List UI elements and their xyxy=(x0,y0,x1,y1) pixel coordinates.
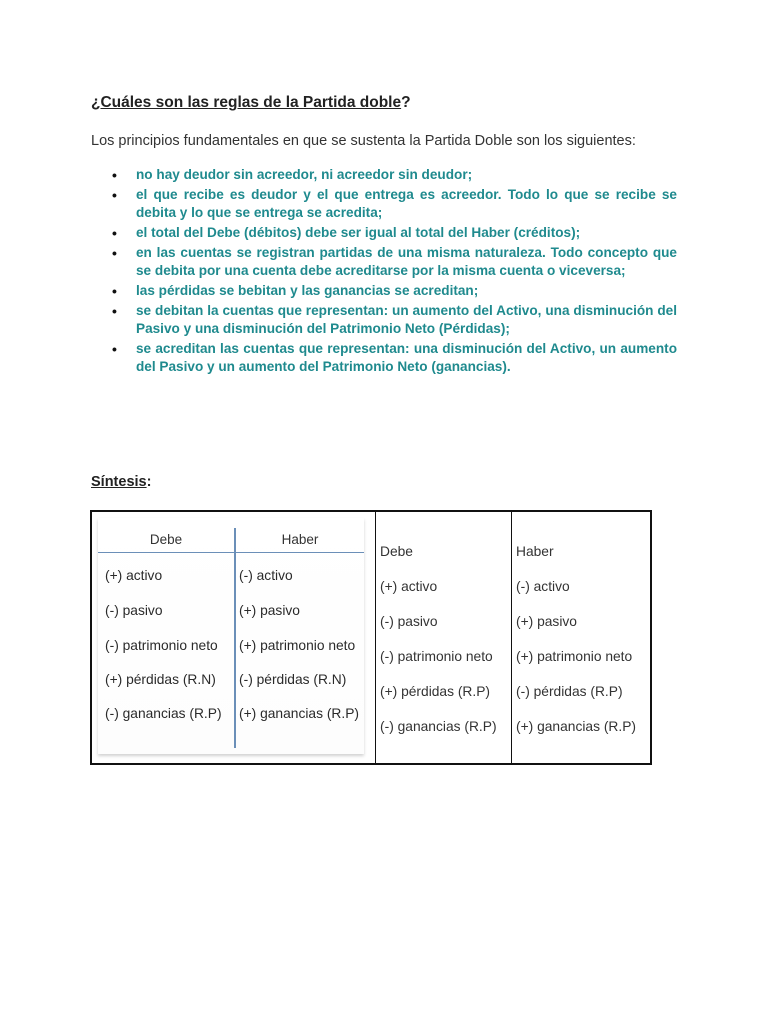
image-debe-item: (+) activo xyxy=(105,568,163,583)
bullet-icon: • xyxy=(112,225,117,241)
synthesis-label: Síntesis xyxy=(91,474,147,490)
debe-item: (+) pérdidas (R.P) xyxy=(380,684,491,699)
rules-list xyxy=(91,166,677,378)
bullet-icon: • xyxy=(112,283,117,299)
debe-header: Debe xyxy=(380,544,413,559)
rule-text: el total del Debe (débitos) debe ser igual al total del Haber (créditos); xyxy=(136,225,581,240)
image-debe-item: (-) ganancias (R.P) xyxy=(105,706,222,721)
haber-item: (+) pasivo xyxy=(516,614,577,629)
image-header-haber: Haber xyxy=(281,532,319,547)
image-haber-item: (+) patrimonio neto xyxy=(239,638,356,653)
image-header-debe: Debe xyxy=(149,532,183,547)
bullet-icon: • xyxy=(112,245,117,261)
bullet-icon: • xyxy=(112,187,117,203)
rule-text: el que recibe es deudor y el que entrega es acreedor. Todo lo que se recibe se debita y lo que se entrega se acredita; xyxy=(136,187,677,220)
rule-text: las pérdidas se bebitan y las ganancias se acreditan; xyxy=(136,283,479,298)
synthesis-table xyxy=(90,510,652,765)
list-item xyxy=(91,186,677,222)
table-image-cell xyxy=(95,515,376,760)
list-item xyxy=(91,302,677,338)
image-debe-item: (-) pasivo xyxy=(105,603,163,618)
haber-item: (+) ganancias (R.P) xyxy=(516,719,637,734)
debe-item: (-) ganancias (R.P) xyxy=(380,719,497,734)
bullet-icon: • xyxy=(112,341,117,357)
rule-text: se acreditan las cuentas que representan: una disminución del Activo, un aumento del Pasivo y un aumento del Patrimonio Neto (ganancias). xyxy=(136,341,677,374)
rule-text: se debitan la cuentas que representan: un aumento del Activo, una disminución del Pasivo y una disminución del Patrimonio Neto (Pérdidas); xyxy=(136,303,677,336)
haber-column xyxy=(512,512,650,763)
image-haber-item: (+) ganancias (R.P) xyxy=(239,706,360,721)
page-title xyxy=(91,94,411,112)
debe-item: (+) activo xyxy=(380,579,438,594)
list-item xyxy=(91,282,677,300)
title-prefix: ¿ xyxy=(91,94,101,111)
haber-header: Haber xyxy=(516,544,554,559)
image-header-row xyxy=(98,530,364,553)
debe-column xyxy=(375,512,512,763)
haber-item: (+) patrimonio neto xyxy=(516,649,633,664)
debe-item: (-) pasivo xyxy=(380,614,438,629)
title-suffix: ? xyxy=(401,94,411,111)
image-divider xyxy=(234,528,236,748)
synthesis-colon: : xyxy=(146,474,152,490)
rule-text: no hay deudor sin acreedor, ni acreedor sin deudor; xyxy=(136,167,473,182)
debe-item: (-) patrimonio neto xyxy=(380,649,493,664)
bullet-icon: • xyxy=(112,167,117,183)
image-haber-item: (+) pasivo xyxy=(239,603,300,618)
image-haber-item: (-) pérdidas (R.N) xyxy=(239,672,347,687)
synthesis-heading xyxy=(91,474,151,490)
list-item xyxy=(91,340,677,376)
image-haber-item: (-) activo xyxy=(239,568,293,583)
bullet-icon: • xyxy=(112,303,117,319)
intro-paragraph: Los principios fundamentales en que se sustenta la Partida Doble son los siguientes: xyxy=(91,133,636,149)
image-debe-item: (+) pérdidas (R.N) xyxy=(105,672,216,687)
haber-item: (-) activo xyxy=(516,579,570,594)
list-item xyxy=(91,244,677,280)
rule-text: en las cuentas se registran partidas de una misma naturaleza. Todo concepto que se debita por una cuenta debe acreditarse por la misma cuenta o viceversa; xyxy=(136,245,677,278)
list-item xyxy=(91,166,677,184)
title-text: Cuáles son las reglas de la Partida doble xyxy=(100,94,402,111)
haber-item: (-) pérdidas (R.P) xyxy=(516,684,623,699)
image-debe-item: (-) patrimonio neto xyxy=(105,638,218,653)
list-item xyxy=(91,224,677,242)
debe-haber-image xyxy=(98,518,364,754)
